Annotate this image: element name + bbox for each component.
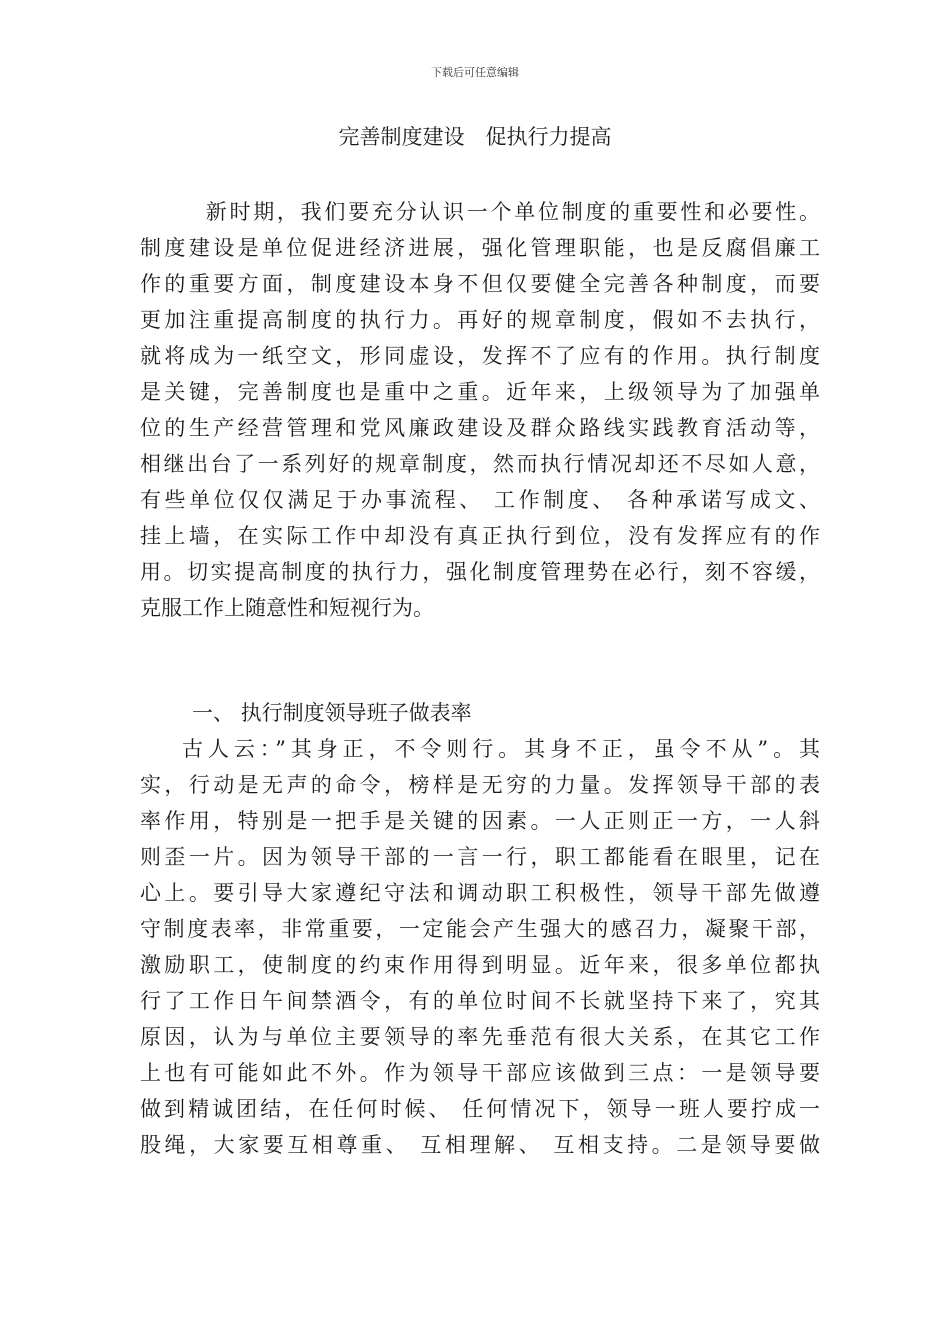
- section-heading-1: [140, 695, 820, 731]
- text-line: 新时期，我们要充分认识一个单位制度的重要性和必要性。: [182, 200, 820, 224]
- text-line: 上也有可能如此不外。作为领导干部应该做到三点：一是领导要: [140, 1061, 820, 1085]
- text-line: 制度建设是单位促进经济进展，强化管理职能，也是反腐倡廉工: [140, 236, 820, 260]
- text-line: 位的生产经营管理和党风廉政建设及群众路线实践教育活动等，: [140, 416, 820, 440]
- text-line: 心上。要引导大家遵纪守法和调动职工积极性，领导干部先做遵: [140, 881, 820, 905]
- text-line: 激励职工，使制度的约束作用得到明显。近年来，很多单位都执: [140, 953, 820, 977]
- text-line: 行了工作日午间禁酒令，有的单位时间不长就坚持下来了，究其: [140, 989, 820, 1013]
- text-line: 用。切实提高制度的执行力，强化制度管理势在必行，刻不容缓，: [140, 560, 820, 584]
- text-line: 率作用，特别是一把手是关键的因素。一人正则正一方，一人斜: [140, 809, 820, 833]
- text-line: 相继出台了一系列好的规章制度，然而执行情况却还不尽如人意，: [140, 452, 820, 476]
- text-line: 做到精诚团结，在任何时候、 任何情况下，领导一班人要拧成一: [140, 1097, 820, 1121]
- text-line: 股绳，大家要互相尊重、 互相理解、 互相支持。二是领导要做: [140, 1133, 820, 1157]
- paragraph-section-1: [140, 731, 820, 1163]
- header-note: 下载后可任意编辑: [431, 66, 519, 79]
- text-line: 守制度表率，非常重要，一定能会产生强大的感召力，凝聚干部，: [140, 917, 820, 941]
- text-line: 挂上墙，在实际工作中却没有真正执行到位，没有发挥应有的作: [140, 524, 820, 548]
- text-line: 原因，认为与单位主要领导的率先垂范有很大关系，在其它工作: [140, 1025, 820, 1049]
- text-line: 克服工作上随意性和短视行为。: [140, 596, 434, 620]
- text-line: 则歪一片。因为领导干部的一言一行，职工都能看在眼里，记在: [140, 845, 820, 869]
- text-line: 更加注重提高制度的执行力。再好的规章制度，假如不去执行，: [140, 308, 820, 332]
- text-line: 就将成为一纸空文，形同虚设，发挥不了应有的作用。执行制度: [140, 344, 820, 368]
- section-heading-text: 一、 执行制度领导班子做表率: [192, 701, 472, 725]
- text-line: 是关键，完善制度也是重中之重。近年来，上级领导为了加强单: [140, 380, 820, 404]
- text-line: 作的重要方面，制度建设本身不但仅要健全完善各种制度，而要: [140, 272, 820, 296]
- document-title: 完善制度建设 促执行力提高: [338, 125, 612, 149]
- text-line: 实，行动是无声的命令，榜样是无穷的力量。发挥领导干部的表: [140, 773, 820, 797]
- text-line: 有些单位仅仅满足于办事流程、 工作制度、 各种承诺写成文、: [140, 488, 820, 512]
- text-line: 古人云：”其身正，不令则行。其身不正，虽令不从”。其: [182, 737, 820, 761]
- paragraph-intro: [140, 194, 820, 626]
